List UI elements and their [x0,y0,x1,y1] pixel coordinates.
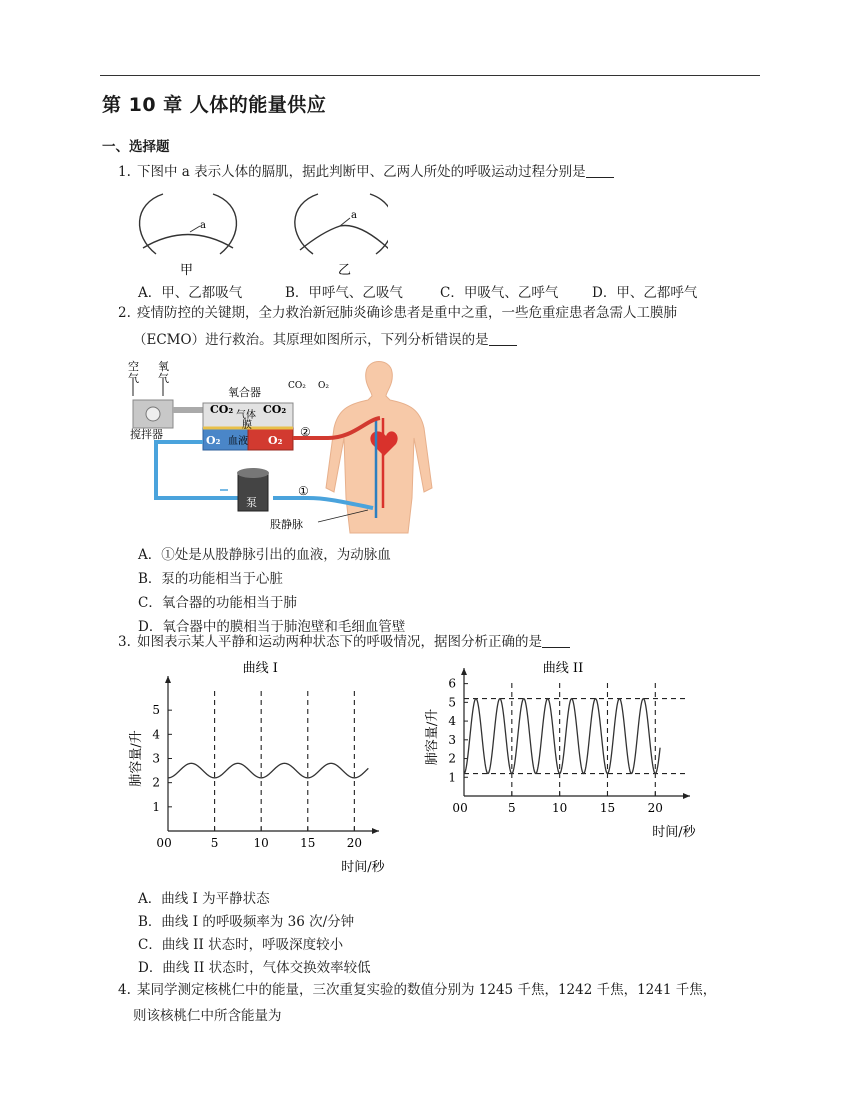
y-tick-label: 2 [448,751,456,766]
option-c[interactable]: C．甲吸气、乙呼气 [440,285,559,301]
label-co2: CO₂ [288,381,306,391]
y-tick-label: 2 [152,775,160,790]
label-co2: CO₂ [210,403,234,416]
diaphragm-jia [140,194,237,254]
y-tick-label: 4 [448,714,456,729]
label-a: a [200,220,206,231]
x-tick-label: 5 [508,801,516,815]
chart-title: 曲线 II [542,661,584,676]
y-tick-label: 1 [152,799,160,814]
chart-title: 曲线 I [242,661,278,676]
y-tick-label: 5 [448,695,456,710]
label-o2: O₂ [206,434,221,447]
label-kongqi: 空 [128,360,139,373]
label-gujingmai: 股静脉 [270,518,303,531]
option-a[interactable]: A．甲、乙都吸气 [138,285,243,301]
option-c[interactable]: C．曲线 II 状态时，呼吸深度较小 [138,937,344,953]
x-axis-arrow [683,793,690,799]
label-mo: 膜 [242,420,252,431]
question-number: 3. [118,634,131,650]
option-d[interactable]: D．甲、乙都呼气 [592,285,698,301]
x-tick-label: 15 [300,836,316,850]
y-axis-label: 肺容量/升 [129,730,144,787]
ecmo-figure [128,358,438,538]
question-1 [118,159,614,186]
label-jia: 甲 [180,263,194,278]
y-axis-label: 肺容量/升 [425,708,440,766]
label-yi: 乙 [338,263,352,278]
x-tick-label: 20 [647,801,663,815]
label-a: a [351,210,357,221]
option-b[interactable]: B．泵的功能相当于心脏 [138,571,283,587]
question-4-line2 [133,1003,282,1030]
y-axis-arrow [461,668,467,675]
question-text-line2: 则该核桃仁中所含能量为 [133,1008,282,1024]
question-text-line1: 某同学测定核桃仁中的能量，三次重复实验的数值分别为 1245 千焦，1242 千焦，1241 千焦， [137,982,717,998]
x-origin-label: 0 [156,836,164,850]
label-mark2: ② [300,425,311,439]
question-number: 1. [118,164,131,180]
answer-blank[interactable] [586,163,614,178]
x-tick-label: 0 [460,801,468,815]
y-tick-label: 4 [152,727,160,742]
label-yanghe: 氧合器 [228,386,261,399]
series-line-0 [168,763,368,778]
y-tick-label: 3 [152,751,160,766]
x-tick-label: 0 [164,836,172,850]
option-a[interactable]: A．①处是从股静脉引出的血液，为动脉血 [138,547,391,563]
x-axis-label: 时间/秒 [341,860,385,875]
label-jiaoban: 搅拌器 [130,428,163,441]
question-text-line1: 疫情防控的关键期，全力救治新冠肺炎确诊患者是重中之重，一些危重症患者急需人工膜肺 [137,305,677,321]
question-text: 下图中 a 表示人体的膈肌，据此判断甲、乙两人所处的呼吸运动过程分别是 [137,164,586,180]
option-b[interactable]: B．甲呼气、乙吸气 [285,285,403,301]
x-origin-label: 0 [452,801,460,815]
label-o2: O₂ [268,434,283,447]
x-axis-label: 时间/秒 [652,825,696,840]
label-yangqi: 气 [158,372,169,385]
question-text-line2: （ECMO）进行救治。其原理如图所示，下列分析错误的是 [133,332,489,348]
y-tick-label: 6 [448,676,456,691]
question-number: 4. [118,982,131,998]
question-2 [118,300,677,327]
section-title: 一、选择题 [102,139,170,155]
x-tick-label: 10 [552,801,568,815]
answer-blank[interactable] [489,331,517,346]
label-xueye: 血液 [228,436,248,447]
label-kongqi: 气 [128,372,139,385]
chapter-title: 第 10 章 人体的能量供应 [102,94,327,116]
label-beng: 泵 [246,496,257,509]
label-yangqi: 氧 [158,360,169,373]
option-b[interactable]: B．曲线 I 的呼吸频率为 36 次/分钟 [138,914,355,930]
chart-curve-2 [420,656,700,878]
label-qiti: 气体 [236,410,256,421]
option-c[interactable]: C．氧合器的功能相当于肺 [138,595,297,611]
label-o2: O₂ [318,381,329,391]
y-tick-label: 5 [152,703,160,718]
option-d[interactable]: D．氧合器中的膜相当于肺泡壁和毛细血管壁 [138,619,406,635]
question-2-line2 [133,327,517,354]
question-3 [118,629,570,656]
option-a[interactable]: A．曲线 I 为平静状态 [138,891,270,907]
x-axis-arrow [372,828,379,834]
y-tick-label: 3 [448,732,456,747]
header-rule [100,75,760,76]
x-tick-label: 15 [599,801,616,815]
question-text: 如图表示某人平静和运动两种状态下的呼吸情况，据图分析正确的是 [137,634,542,650]
question-4 [118,977,716,1004]
chart-curve-1 [128,656,388,878]
question-number: 2. [118,305,131,321]
x-tick-label: 20 [346,836,363,850]
diaphragm-figure [128,186,388,278]
x-tick-label: 5 [210,836,219,850]
diaphragm-yi [295,194,388,254]
y-axis-arrow [165,676,171,683]
y-tick-label: 1 [448,770,456,785]
answer-blank[interactable] [542,633,570,648]
label-mark1: ① [298,484,309,498]
option-d[interactable]: D．曲线 II 状态时，气体交换效率较低 [138,960,371,976]
label-co2: CO₂ [263,403,287,416]
series-line-0 [464,699,660,774]
x-tick-label: 10 [253,836,269,850]
